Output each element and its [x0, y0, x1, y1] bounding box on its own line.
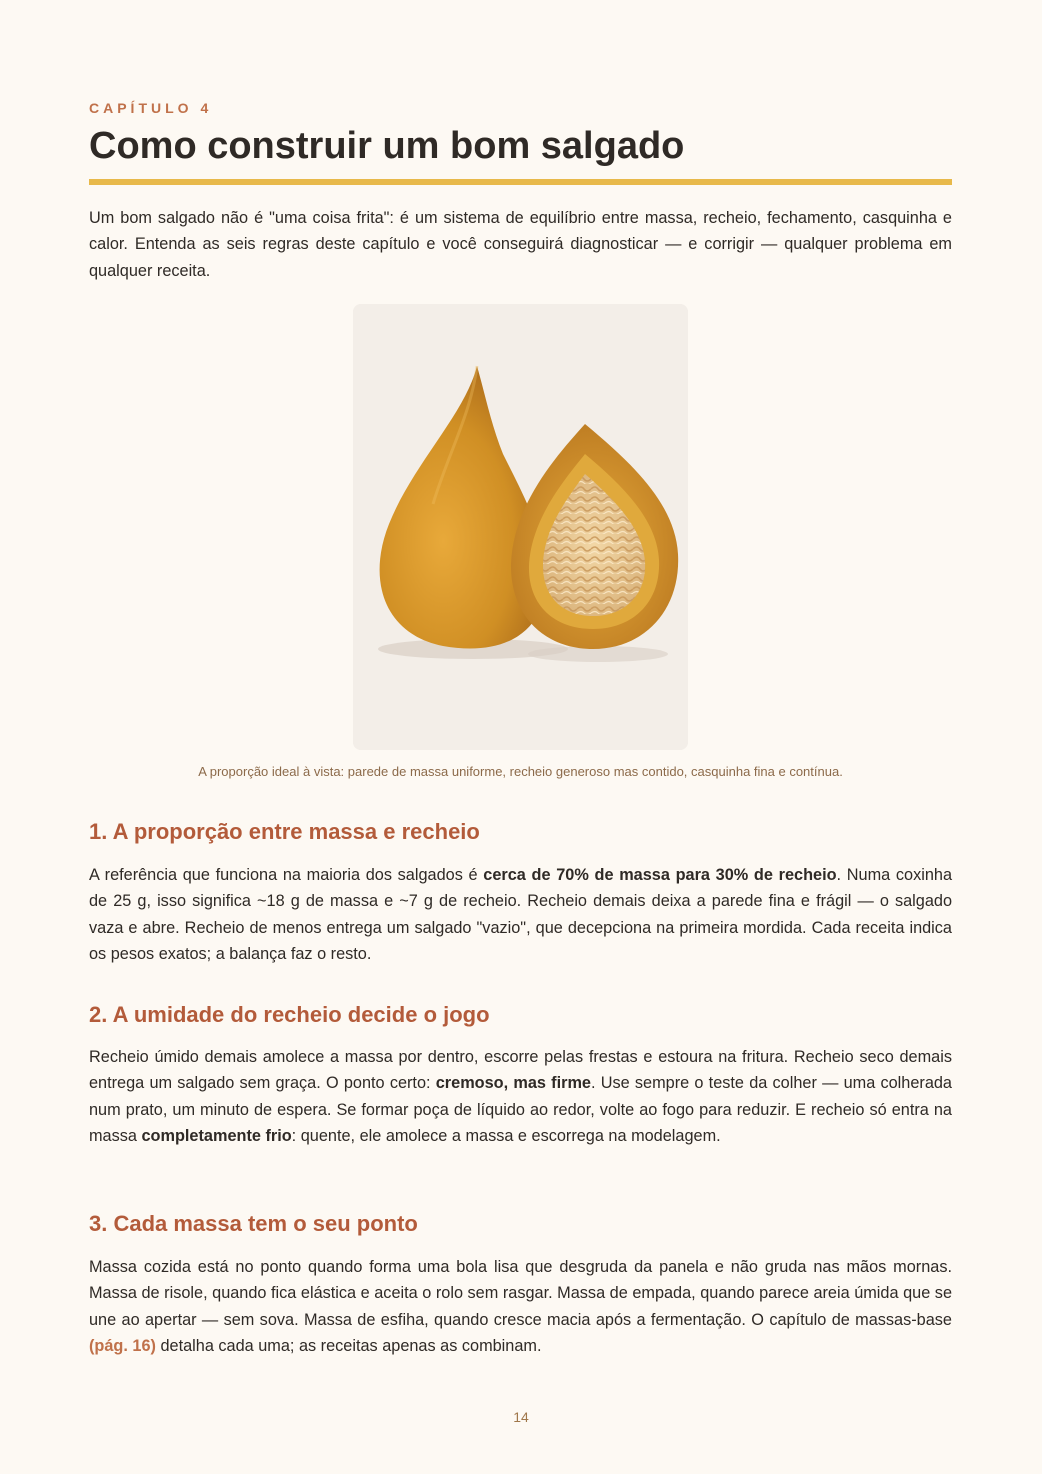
section-3-text-a: Massa cozida está no ponto quando forma uma bola lisa que desgruda da panela e não gruda nas mãos mornas. Massa de risole, quando fica elástica e aceita o rolo sem rasgar. Massa de empada, quando parece areia úmida que se une ao apertar — sem sova. Massa de esfiha, quando cresce macia após a fermentação. O capítulo de massas-base — [89, 1258, 952, 1329]
section-1-text-b: . Numa coxinha de 25 g, isso significa ~18 g de massa e ~7 g de recheio. Recheio demais deixa a parede fina e frágil — o salgado vaza e abre. Recheio de menos entrega um salgado "vazio", que decepciona na primeira mordida. Cada receita indica os pesos exatos; a balança faz o resto. — [89, 866, 953, 963]
section-1-emphasis: cerca de 70% de massa para 30% de recheio — [483, 866, 837, 884]
section-2-emphasis-a: cremoso, mas firme — [435, 1074, 591, 1093]
section-heading-2: 2. A umidade do recheio decide o jogo — [89, 1002, 490, 1027]
chapter-title: Como construir um bom salgado — [89, 125, 685, 167]
section-3-paragraph — [89, 1254, 952, 1359]
section-2-text-b: . Use sempre o teste da colher — uma colherada num prato, um minuto de espera. Se formar poça de líquido ao redor, volte ao fogo para reduzir. E recheio só entra na massa — [89, 1074, 952, 1145]
chapter-label: CAPÍTULO 4 — [89, 100, 213, 116]
section-2-text-a: Recheio úmido demais amolece a massa por dentro, escorre pelas frestas e estoura na fritura. Recheio seco demais entrega um salgado sem graça. O ponto certo: — [89, 1048, 952, 1093]
section-3-text-b: detalha cada uma; as receitas apenas as combinam. — [155, 1336, 542, 1355]
coxinha-photo — [353, 304, 688, 750]
section-1-paragraph — [89, 862, 952, 967]
section-1-text-a: A referência que funciona na maioria dos salgados é — [89, 866, 484, 884]
section-2-emphasis-b: completamente frio — [141, 1126, 292, 1145]
page-number: 14 — [513, 1409, 529, 1425]
figure-caption: A proporção ideal à vista: parede de massa uniforme, recheio generoso mas contido, casquinha fina e contínua. — [198, 764, 843, 779]
section-2-text-c: : quente, ele amolece a massa e escorrega na modelagem. — [291, 1126, 721, 1145]
section-heading-1: 1. A proporção entre massa e recheio — [89, 819, 480, 844]
section-2-paragraph — [89, 1044, 952, 1149]
section-heading-3: 3. Cada massa tem o seu ponto — [89, 1211, 418, 1236]
coxinha-illustration — [353, 304, 688, 750]
page-reference-link[interactable]: (pág. 16) — [89, 1336, 156, 1355]
intro-paragraph: Um bom salgado não é "uma coisa frita": é um sistema de equilíbrio entre massa, recheio, fechamento, casquinha e calor. Entenda as seis regras deste capítulo e você conseguirá diagnosticar — e corrigir — qualquer problema em qualquer receita. — [89, 209, 952, 280]
title-divider — [89, 179, 952, 185]
